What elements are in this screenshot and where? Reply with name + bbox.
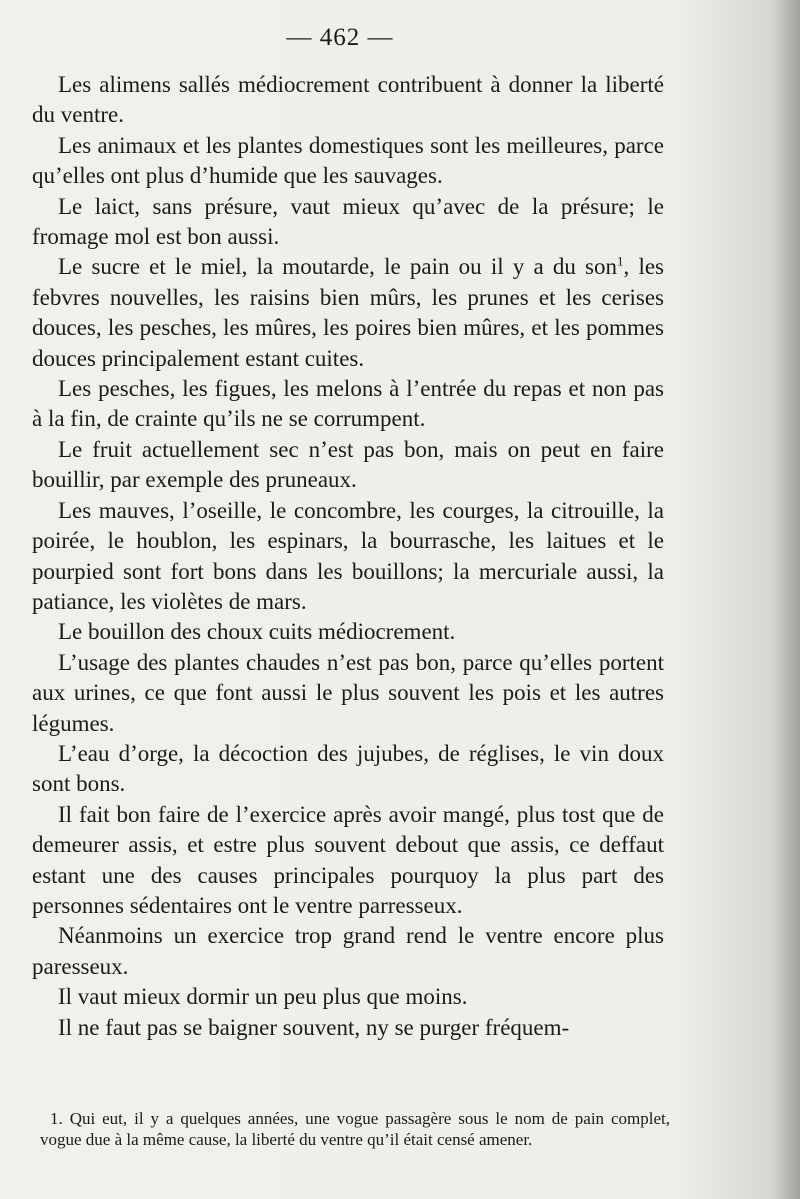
- paragraph: Néanmoins un exercice trop grand rend le ventre encore plus paresseux.: [32, 923, 664, 979]
- paragraph-with-footnote: [32, 252, 664, 374]
- paragraph: L’usage des plantes chaudes n’est pas bon, parce qu’elles portent aux urines, ce que font aussi le plus souvent les pois et les autres légumes.: [32, 649, 664, 736]
- paragraph: Les alimens sallés médiocrement contribuent à donner la liberté du ventre.: [32, 72, 664, 128]
- paragraph: Les pesches, les figues, les melons à l’entrée du repas et non pas à la fin, de crainte qu’ils ne se corrumpent.: [32, 376, 664, 432]
- paragraph: Il vaut mieux dormir un peu plus que moins.: [58, 984, 468, 1010]
- paragraph: Les mauves, l’oseille, le concombre, les courges, la citrouille, la poirée, le houblon, les espinars, la bourrasche, les laitues et le pourpied sont fort bons dans les bouillons; la mercuriale aussi, la patiance, les violètes de mars.: [32, 497, 664, 614]
- page-edge-shadow: [774, 0, 800, 1199]
- paragraph: Il ne faut pas se baigner souvent, ny se purger fréquem-: [58, 1014, 570, 1040]
- body-text: [32, 70, 664, 1043]
- paragraph: Le laict, sans présure, vaut mieux qu’avec de la présure; le fromage mol est bon aussi.: [32, 193, 664, 250]
- paragraph: Il fait bon faire de l’exercice après avoir mangé, plus tost que de demeurer assis, et estre plus souvent debout que assis, ce deffaut estant une des causes principales pourquoy la plus part des personnes sédentaires ont le ventre parresseux.: [32, 801, 664, 918]
- paragraph: L’eau d’orge, la décoction des jujubes, de réglises, le vin doux sont bons.: [32, 740, 664, 797]
- footnote-reference: 1: [617, 253, 624, 269]
- paragraph-text: Le sucre et le miel, la moutarde, le pain ou il y a du son: [58, 254, 618, 280]
- paragraph: Le bouillon des choux cuits médiocrement.: [58, 619, 456, 645]
- paragraph: Les animaux et les plantes domestiques sont les meilleures, parce qu’elles ont plus d’humide que les sauvages.: [32, 132, 664, 189]
- footnote: 1. Qui eut, il y a quelques années, une vogue passagère sous le nom de pain complet, vogue due à la même cause, la liberté du ventre qu’il était censé amener.: [40, 1109, 670, 1149]
- page-number: — 462 —: [286, 24, 394, 51]
- paragraph: Le fruit actuellement sec n’est pas bon, mais on peut en faire bouillir, par exemple des pruneaux.: [32, 436, 664, 493]
- paragraph-text-continued: , les febvres nouvelles, les raisins bien mûrs, les prunes et les cerises douces, les pesches, les mûres, les poires bien mûres, et les pommes douces principalement estant cuites.: [32, 254, 664, 371]
